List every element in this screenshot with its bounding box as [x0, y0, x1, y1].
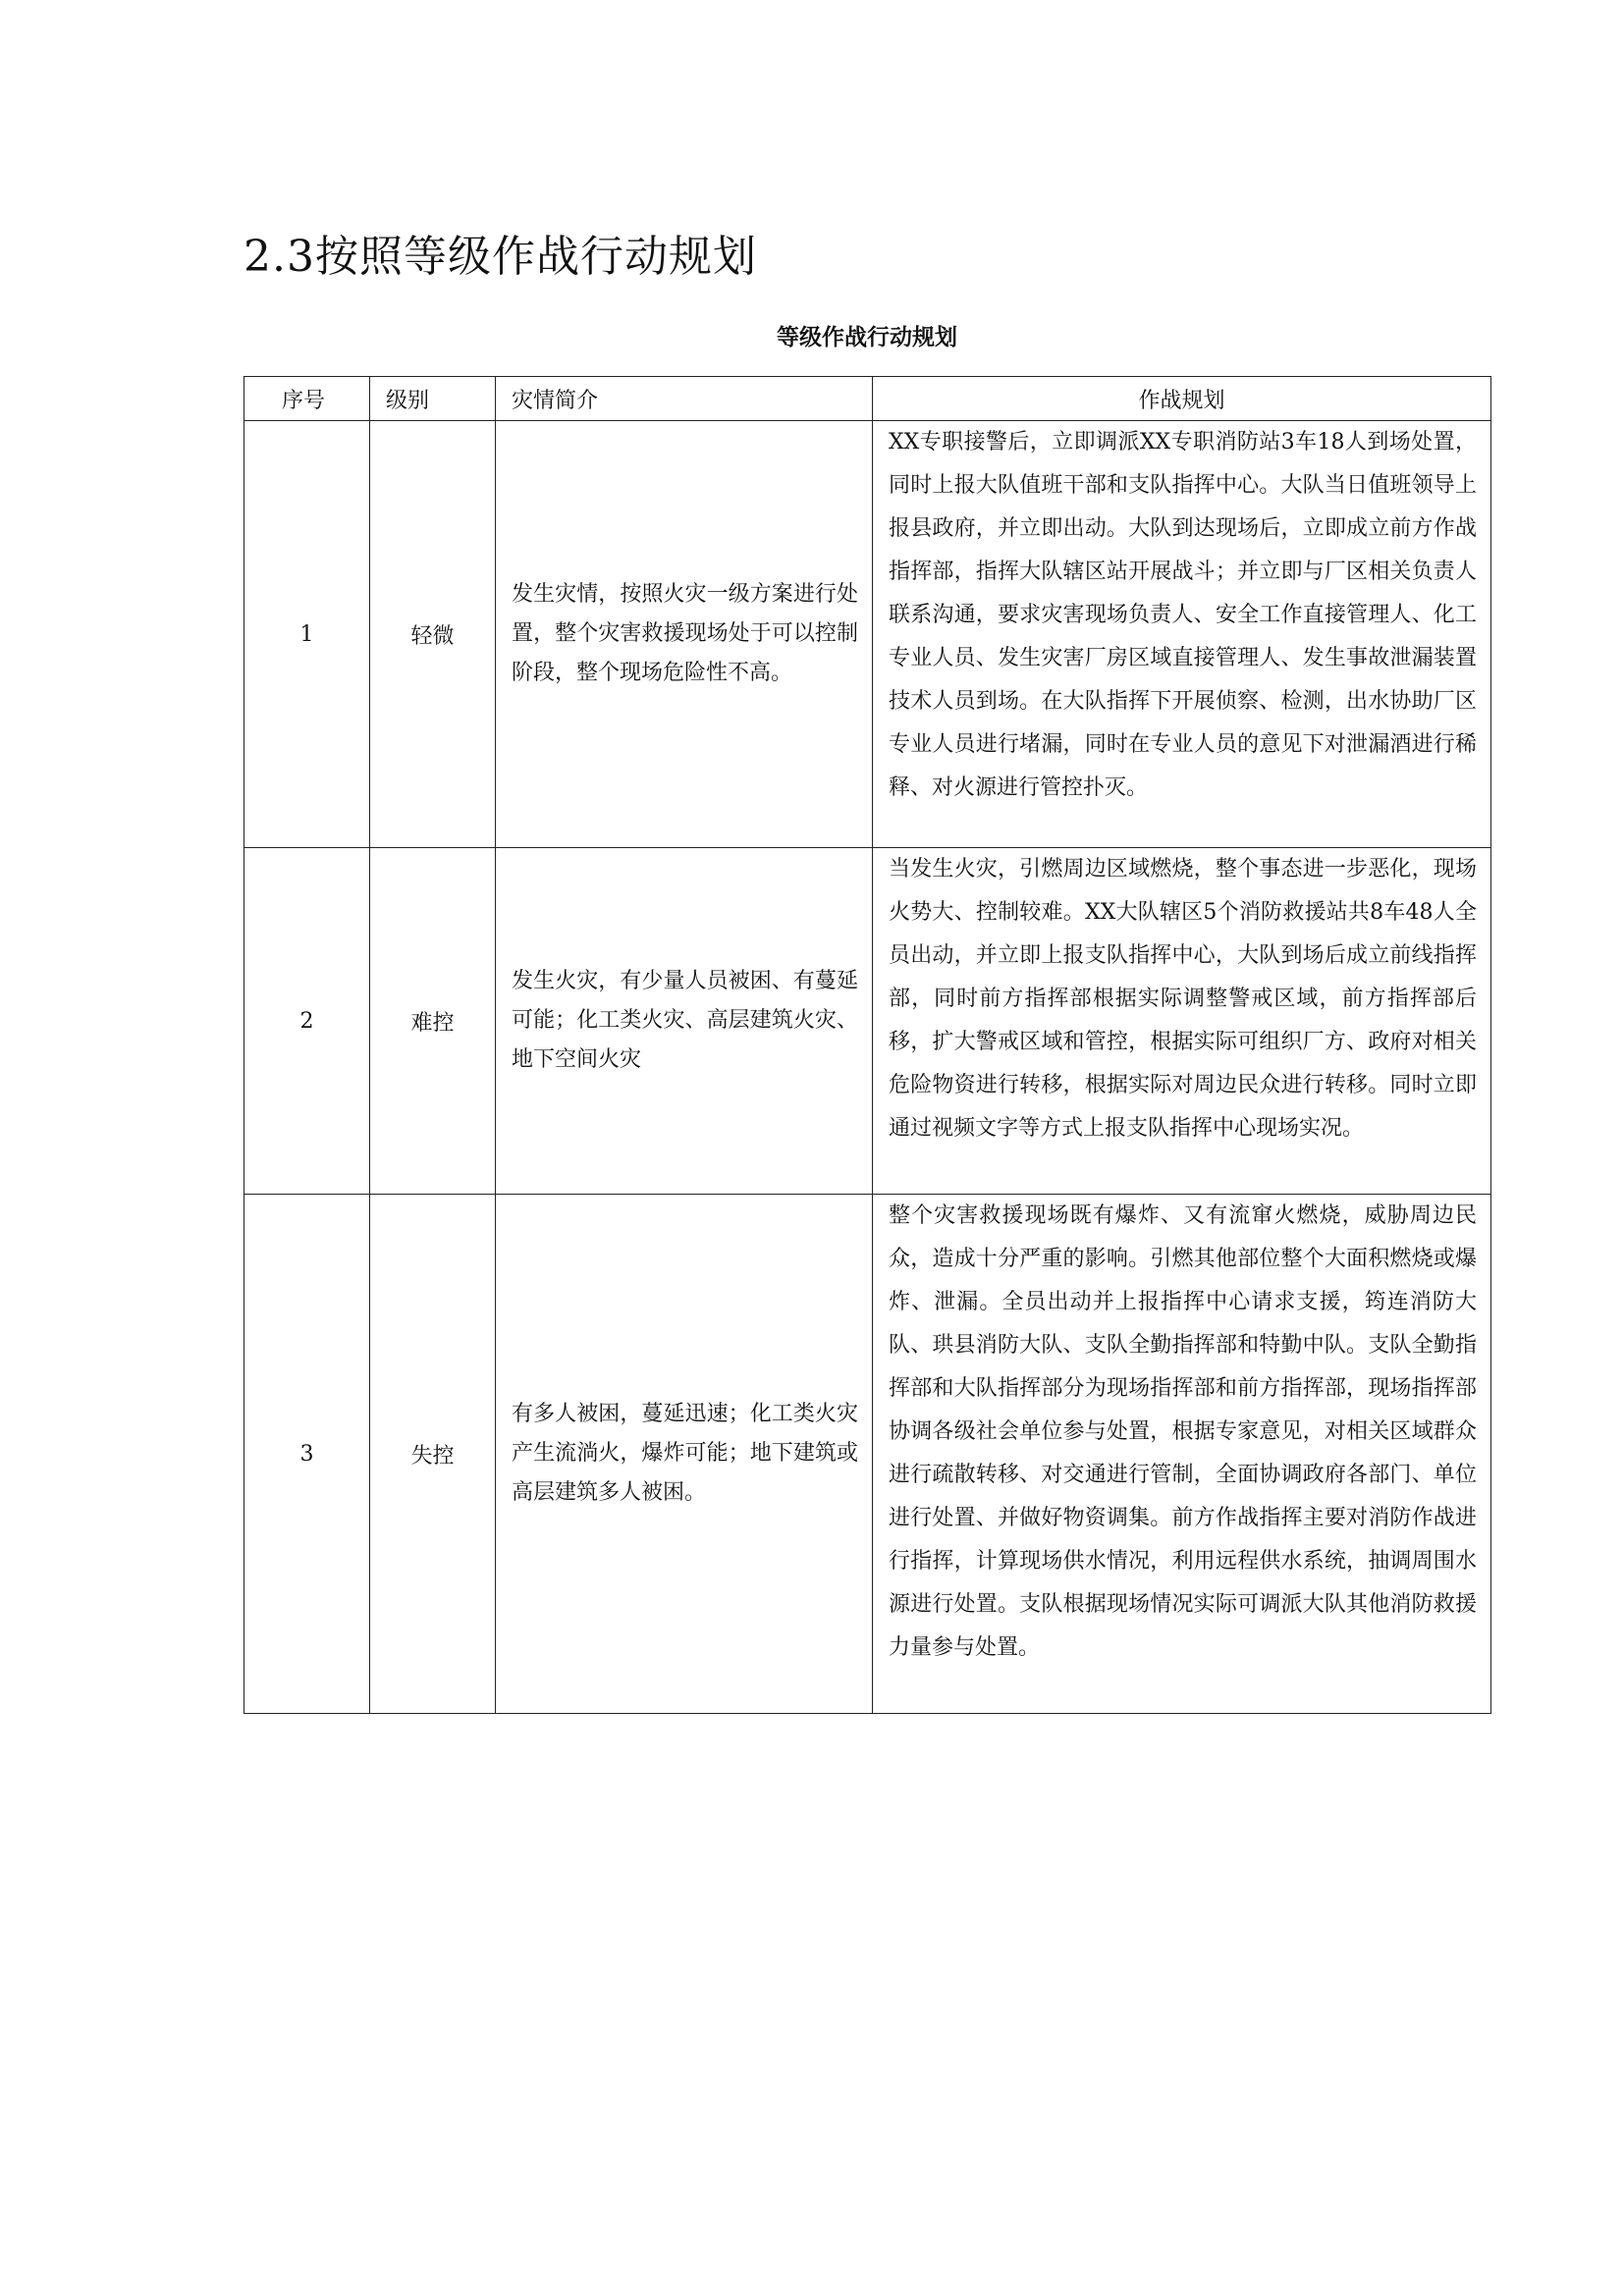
- header-level: 级别: [370, 377, 496, 421]
- combat-plan-table: [244, 376, 1491, 1714]
- table-row: [244, 1195, 1491, 1714]
- header-plan: 作战规划: [873, 377, 1491, 421]
- row-index: 3: [244, 1195, 370, 1714]
- row-level: 失控: [370, 1195, 496, 1714]
- table-header-row: [244, 377, 1491, 421]
- table-caption: 等级作战行动规划: [777, 325, 957, 350]
- row-index: 2: [244, 848, 370, 1195]
- table-row: [244, 848, 1491, 1195]
- header-summary: 灾情简介: [496, 377, 873, 421]
- section-heading: 2.3按照等级作战行动规划: [244, 232, 757, 282]
- row-plan: 整个灾害救援现场既有爆炸、又有流窜火燃烧，威胁周边民众，造成十分严重的影响。引燃其他部位整个大面积燃烧或爆炸、泄漏。全员出动并上报指挥中心请求支援，筠连消防大队、珙县消防大队、支队全勤指挥部和特勤中队。支队全勤指挥部和大队指挥部分为现场指挥部和前方指挥部，现场指挥部协调各级社会单位参与处置，根据专家意见，对相关区域群众进行疏散转移、对交通进行管制，全面协调政府各部门、单位进行处置、并做好物资调集。前方作战指挥主要对消防作战进行指挥，计算现场供水情况，利用远程供水系统，抽调周围水源进行处置。支队根据现场情况实际可调派大队其他消防救援力量参与处置。: [873, 1195, 1491, 1714]
- row-index: 1: [244, 421, 370, 848]
- row-summary: 有多人被困，蔓延迅速；化工类火灾产生流淌火，爆炸可能；地下建筑或高层建筑多人被困。: [496, 1195, 873, 1714]
- row-plan: 当发生火灾，引燃周边区域燃烧，整个事态进一步恶化，现场火势大、控制较难。XX大队辖区5个消防救援站共8车48人全员出动，并立即上报支队指挥中心，大队到场后成立前线指挥部，同时前方指挥部根据实际调整警戒区域，前方指挥部后移，扩大警戒区域和管控，根据实际可组织厂方、政府对相关危险物资进行转移，根据实际对周边民众进行转移。同时立即通过视频文字等方式上报支队指挥中心现场实况。: [873, 848, 1491, 1195]
- table-row: [244, 421, 1491, 848]
- header-index: 序号: [244, 377, 370, 421]
- row-level: 轻微: [370, 421, 496, 848]
- row-summary: 发生灾情，按照火灾一级方案进行处置，整个灾害救援现场处于可以控制阶段，整个现场危险性不高。: [496, 421, 873, 848]
- row-plan: XX专职接警后，立即调派XX专职消防站3车18人到场处置，同时上报大队值班干部和支队指挥中心。大队当日值班领导上报县政府，并立即出动。大队到达现场后，立即成立前方作战指挥部，指挥大队辖区站开展战斗；并立即与厂区相关负责人联系沟通，要求灾害现场负责人、安全工作直接管理人、化工专业人员、发生灾害厂房区域直接管理人、发生事故泄漏装置技术人员到场。在大队指挥下开展侦察、检测，出水协助厂区专业人员进行堵漏，同时在专业人员的意见下对泄漏酒进行稀释、对火源进行管控扑灭。: [873, 421, 1491, 848]
- row-summary: 发生火灾，有少量人员被困、有蔓延可能；化工类火灾、高层建筑火灾、地下空间火灾: [496, 848, 873, 1195]
- row-level: 难控: [370, 848, 496, 1195]
